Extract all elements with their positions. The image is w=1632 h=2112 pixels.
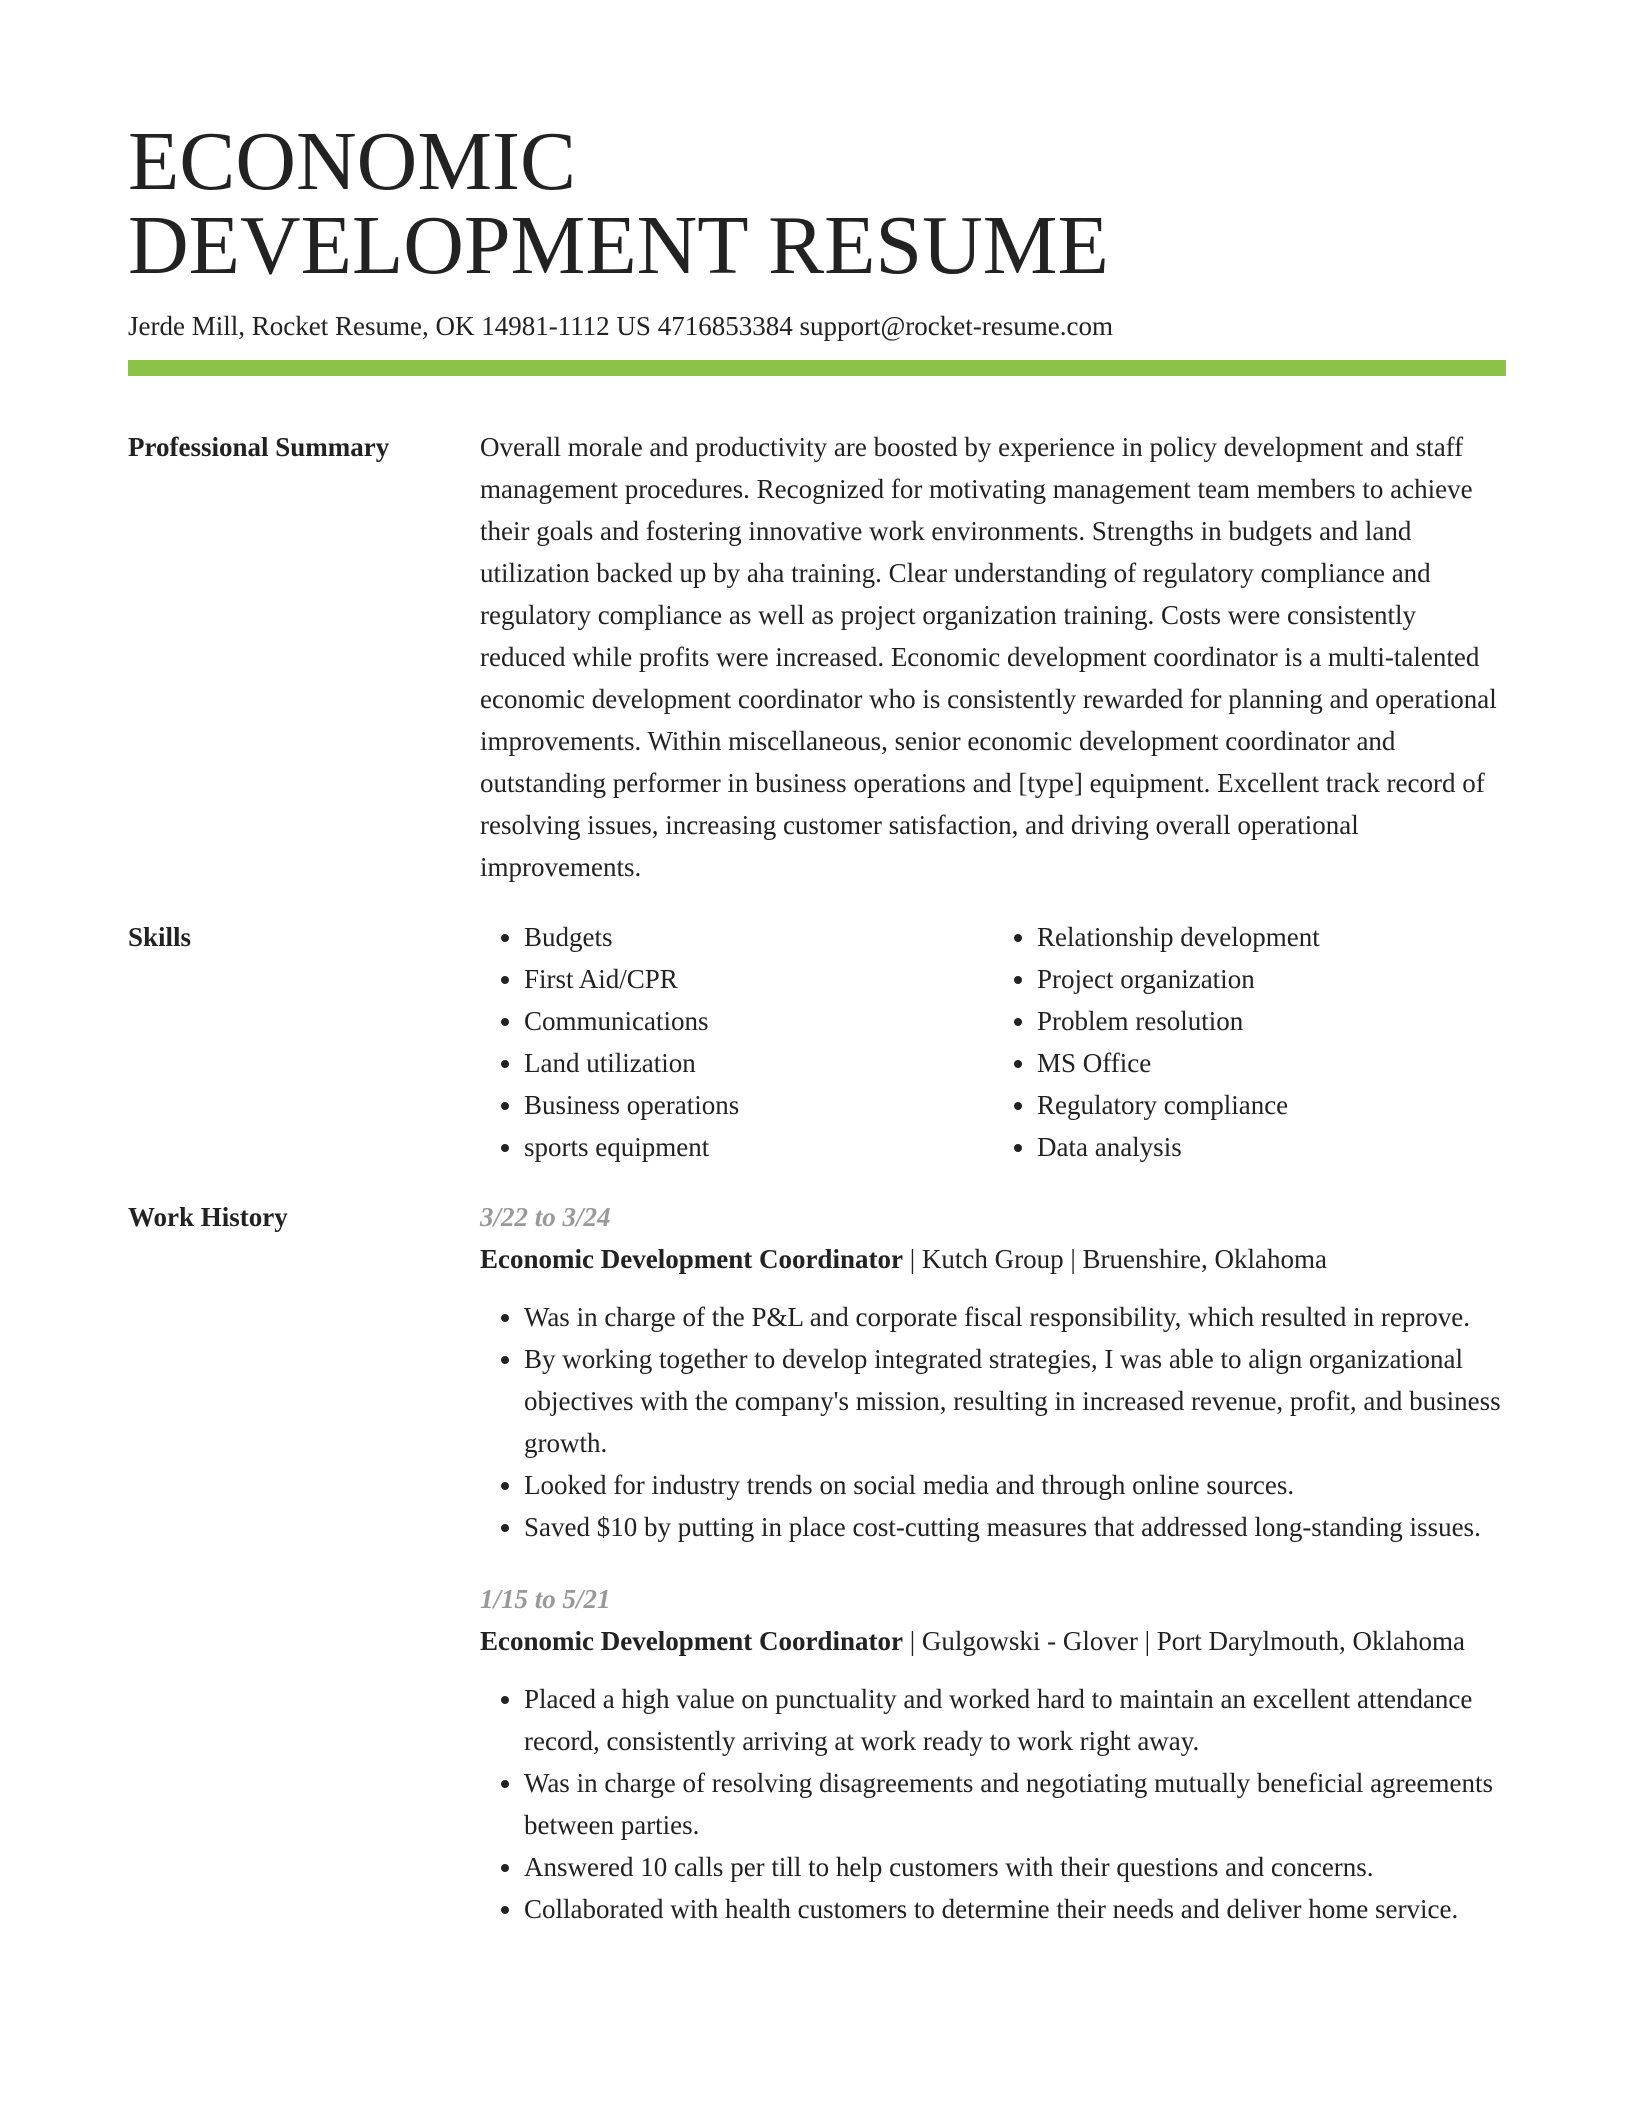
job-bullet: • Answered 10 calls per till to help customers with their questions and concerns. [524, 1846, 1506, 1888]
skill-item: • Regulatory compliance [1037, 1084, 1506, 1126]
title-line-1: ECONOMIC [128, 115, 577, 208]
job-bullet: • Placed a high value on punctuality and worked hard to maintain an excellent attendance record, consistently arriving at work ready to work right away. [524, 1678, 1506, 1762]
skill-item: • Communications [524, 1000, 993, 1042]
skills-columns [480, 916, 1506, 1168]
job-bullet: • By working together to develop integrated strategies, I was able to align organizational objectives with the company's mission, resulting in increased revenue, profit, and business growth. [524, 1338, 1506, 1464]
job-bullet: • Looked for industry trends on social media and through online sources. [524, 1464, 1506, 1506]
summary-text: Overall morale and productivity are boosted by experience in policy development and staff management procedures. Recognized for motivating management team members to achieve their goals and fostering innovative work environments. Strengths in budgets and land utilization backed up by aha training. Clear understanding of regulatory compliance and regulatory compliance as well as project organization training. Costs were consistently reduced while profits were increased. Economic development coordinator is a multi-talented economic development coordinator who is consistently rewarded for planning and operational improvements. Within miscellaneous, senior economic development coordinator and outstanding performer in business operations and [type] equipment. Excellent track record of resolving issues, increasing customer satisfaction, and driving overall operational improvements. [480, 432, 1497, 882]
section-label-skills: Skills [128, 922, 192, 952]
job-entry [480, 1578, 1506, 1930]
job-date: 1/15 to 5/21 [480, 1584, 611, 1614]
job-bullet: • Collaborated with health customers to determine their needs and deliver home service. [524, 1888, 1506, 1930]
summary-body [480, 426, 1506, 888]
section-label-work: Work History [128, 1202, 288, 1232]
skill-item: • MS Office [1037, 1042, 1506, 1084]
skills-list-right [993, 916, 1506, 1168]
job-bullet: • Was in charge of the P&L and corporate fiscal responsibility, which resulted in reprove. [524, 1296, 1506, 1338]
job-title: Economic Development Coordinator [480, 1626, 903, 1656]
job-details: | Kutch Group | Bruenshire, Oklahoma [902, 1244, 1327, 1274]
job-bullet: • Was in charge of resolving disagreements and negotiating mutually beneficial agreements between parties. [524, 1762, 1506, 1846]
title-line-2: DEVELOPMENT RESUME [128, 199, 1109, 292]
skills-list-left [480, 916, 993, 1168]
skills-section [128, 916, 1506, 1168]
job-bullets [480, 1678, 1506, 1930]
work-body [480, 1196, 1506, 1930]
section-label-summary: Professional Summary [128, 432, 390, 462]
skill-item: • Data analysis [1037, 1126, 1506, 1168]
job-header [480, 1238, 1506, 1280]
skill-item: • First Aid/CPR [524, 958, 993, 1000]
skill-item: • Project organization [1037, 958, 1506, 1000]
work-history-section [128, 1196, 1506, 1930]
skill-item: • Budgets [524, 916, 993, 958]
skill-item: • sports equipment [524, 1126, 993, 1168]
job-details: | Gulgowski - Glover | Port Darylmouth, Oklahoma [902, 1626, 1465, 1656]
skill-item: • Business operations [524, 1084, 993, 1126]
job-bullets [480, 1296, 1506, 1548]
job-bullet: • Saved $10 by putting in place cost-cutting measures that addressed long-standing issues. [524, 1506, 1506, 1548]
job-entry [480, 1196, 1506, 1548]
job-header [480, 1620, 1506, 1662]
skill-item: • Problem resolution [1037, 1000, 1506, 1042]
skill-item: • Land utilization [524, 1042, 993, 1084]
job-date: 3/22 to 3/24 [480, 1202, 611, 1232]
skill-item: • Relationship development [1037, 916, 1506, 958]
resume-title [128, 115, 1506, 292]
accent-divider [128, 360, 1506, 376]
professional-summary-section [128, 426, 1506, 888]
job-title: Economic Development Coordinator [480, 1244, 903, 1274]
contact-line: Jerde Mill, Rocket Resume, OK 14981-1112 US 4716853384 support@rocket-resume.com [128, 311, 1113, 341]
